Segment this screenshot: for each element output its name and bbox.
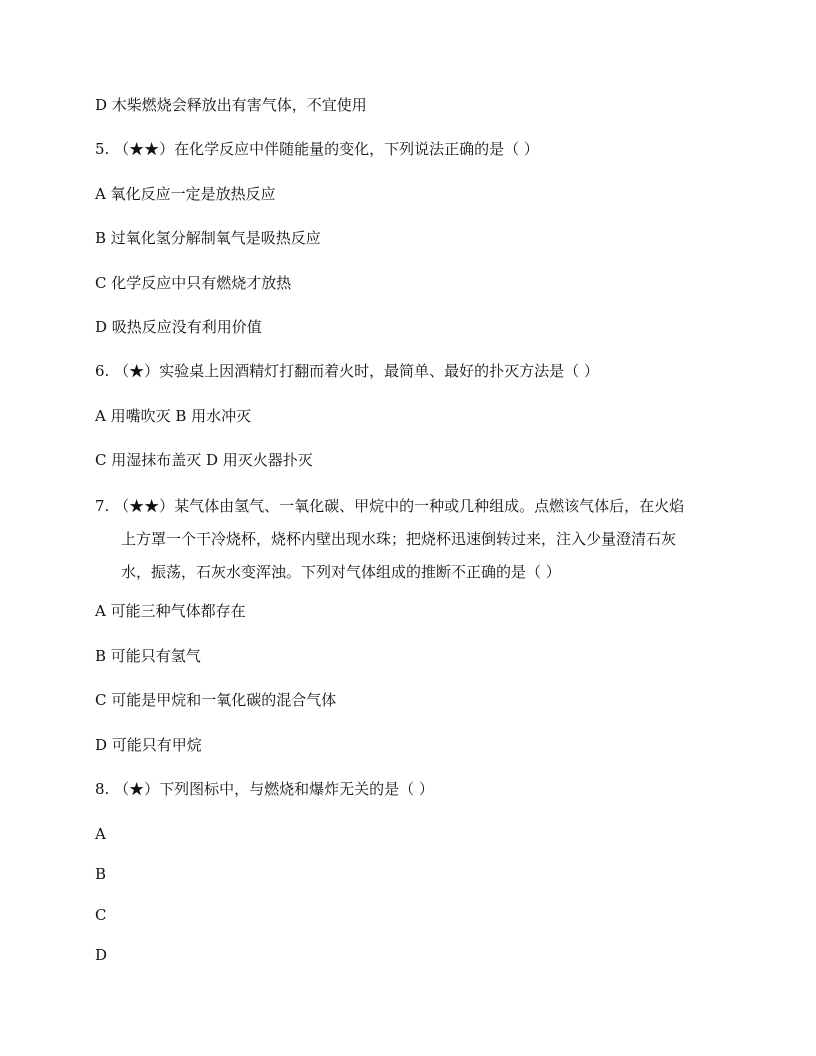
question-7-option-b: B 可能只有氢气 <box>95 647 201 665</box>
question-8-option-a: A <box>95 825 106 843</box>
question-6-options-cd: C 用湿抹布盖灭 D 用灭火器扑灭 <box>95 451 313 469</box>
question-7-option-a: A 可能三种气体都存在 <box>95 602 246 620</box>
question-6-options-ab: A 用嘴吹灭 B 用水冲灭 <box>95 407 252 425</box>
question-7-stem <box>95 490 735 589</box>
question-8-option-b: B <box>95 865 107 883</box>
question-7-line-3: 水，振荡，石灰水变浑浊。下列对气体组成的推断不正确的是（ ） <box>121 563 561 581</box>
question-5-option-b: B 过氧化氢分解制氧气是吸热反应 <box>95 229 321 247</box>
question-7-option-c: C 可能是甲烷和一氧化碳的混合气体 <box>95 691 337 709</box>
question-5-option-a: A 氧化反应一定是放热反应 <box>95 185 276 203</box>
question-8-option-d: D <box>95 946 108 964</box>
question-5-option-d: D 吸热反应没有利用价值 <box>95 318 262 336</box>
question-7-line-1: 7. （★★）某气体由氢气、一氧化碳、甲烷中的一种或几种组成。点燃该气体后，在火焰 <box>95 497 685 515</box>
question-6-stem: 6. （★）实验桌上因酒精灯打翻而着火时，最简单、最好的扑灭方法是（ ） <box>95 362 599 380</box>
question-8-option-c: C <box>95 906 107 924</box>
question-5-option-c: C 化学反应中只有燃烧才放热 <box>95 274 292 292</box>
option-d-previous: D 木柴燃烧会释放出有害气体，不宜使用 <box>95 96 367 114</box>
question-5-stem: 5. （★★）在化学反应中伴随能量的变化，下列说法正确的是（ ） <box>95 140 539 158</box>
question-7-option-d: D 可能只有甲烷 <box>95 736 202 754</box>
question-7-line-2: 上方罩一个干冷烧杯，烧杯内壁出现水珠；把烧杯迅速倒转过来，注入少量澄清石灰 <box>121 530 677 548</box>
question-8-stem: 8. （★）下列图标中，与燃烧和爆炸无关的是（ ） <box>95 780 434 798</box>
